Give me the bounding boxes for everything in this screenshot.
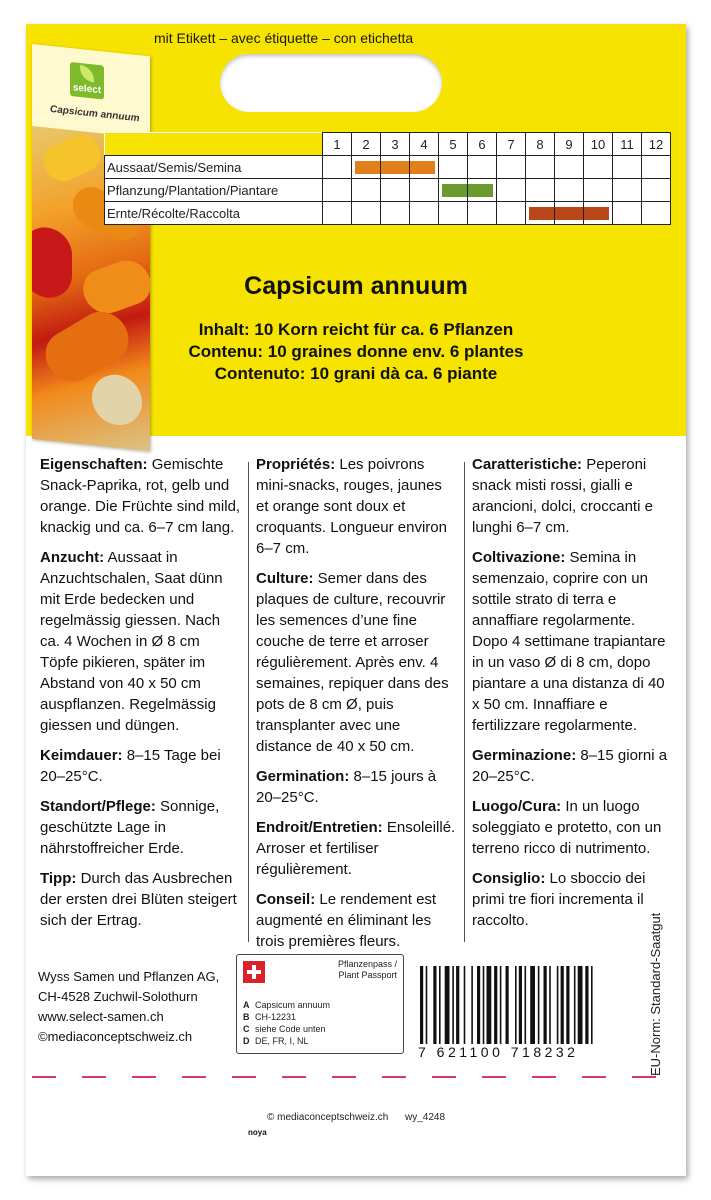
calendar-bar — [468, 184, 493, 197]
section-heading: Culture — [256, 570, 309, 587]
section-text: Peperoni snack misti rossi, gialli e arancioni, dolci, croccanti e lunghi 6–7 cm. — [472, 456, 653, 536]
it-section: Luogo/Cura: In un luogo soleggiato e protetto, con un terreno ricco di nutrimento. — [472, 798, 662, 857]
it-section: Consiglio: Lo sboccio dei primi tre fiori incrementa il raccolto. — [472, 870, 646, 929]
passport-row: C siehe Code unten — [243, 1024, 326, 1034]
cut-dash — [182, 1076, 206, 1078]
cut-dash — [532, 1076, 556, 1078]
section-text: Gemischte Snack-Paprika, rot, gelb und orange. Die Früchte sind mild, knackig und ca. 6–7 cm lang. — [40, 456, 241, 536]
calendar-corner — [105, 133, 323, 156]
fr-section: Endroit/Entretien: Ensoleillé. Arroser et fertiliser régulièrement. — [256, 819, 456, 878]
stick-head — [32, 44, 150, 138]
fr-section: Culture: Semer dans des plaques de culture, recouvrir les semences d’une fine couche de terre et arroser régulièrement. Après env. 4 semaines, repiquer dans des pots de 8 cm Ø, puis transplanter avec une distance de 40 x 50 cm. — [256, 570, 449, 755]
section-heading: Endroit/Entretien — [256, 819, 378, 836]
section-heading: Anzucht — [40, 549, 100, 566]
section-heading: Caratteristiche — [472, 456, 578, 473]
section-text: 8–15 jours à 20–25°C. — [256, 768, 437, 806]
cut-dash — [132, 1076, 156, 1078]
section-text: Semina in semenzaio, coprire con un sottile strato di terra e annaffiare regolarmente. Dopo 4 settimane trapiantare in un vaso Ø di 8 cm, dopo piantare a una distanza di 40 x 50 cm. Innaffiare e fertilizzare regolarmente. — [472, 549, 666, 734]
fr-section: Propriétés: Les poivrons mini-snacks, rouges, jaunes et orange sont doux et croquants. Longueur environ 6–7 cm. — [256, 456, 447, 557]
row-label-harvest: Ernte/Récolte/Raccolta — [105, 202, 323, 225]
section-text: In un luogo soleggiato e protetto, con un terreno ricco di nutrimento. — [472, 798, 662, 857]
cut-dash — [332, 1076, 356, 1078]
cut-dash — [282, 1076, 306, 1078]
passport-row: D DE, FR, I, NL — [243, 1036, 309, 1046]
month-6: 6 — [468, 133, 497, 156]
calendar-bar — [584, 207, 609, 220]
de-section: Standort/Pflege: Sonnige, geschützte Lage in nährstoffreicher Erde. — [40, 798, 220, 857]
row-label-planting: Pflanzung/Plantation/Piantare — [105, 179, 323, 202]
section-text: Durch das Ausbrechen der ersten drei Blüten steigert sich der Ertrag. — [40, 870, 237, 929]
plant-passport — [236, 954, 404, 1054]
calendar-bar — [410, 161, 435, 174]
section-heading: Coltivazione — [472, 549, 561, 566]
passport-title-line: Plant Passport — [338, 970, 397, 980]
sowing-calendar — [104, 132, 671, 225]
it-section: Germinazione: 8–15 giorni a 20–25°C. — [472, 747, 668, 785]
row-label-sowing: Aussaat/Semis/Semina — [105, 156, 323, 179]
section-text: Les poivrons mini-snacks, rouges, jaunes et orange sont doux et croquants. Longueur environ 6–7 cm. — [256, 456, 447, 557]
section-text: Le rendement est augmenté en éliminant les trois premières fleurs. — [256, 891, 437, 950]
cut-dash — [582, 1076, 606, 1078]
passport-row: B CH-12231 — [243, 1012, 297, 1022]
stick-title: Capsicum annuum — [50, 103, 140, 125]
german-column — [40, 454, 242, 940]
section-heading: Germination — [256, 768, 345, 785]
section-heading: Germinazione — [472, 747, 572, 764]
cut-dash — [382, 1076, 406, 1078]
plant-label-stick — [32, 44, 150, 451]
calendar-bar — [381, 161, 409, 174]
calendar-row-sowing — [105, 156, 671, 179]
de-section: Tipp: Durch das Ausbrechen der ersten drei Blüten steigert sich der Ertrag. — [40, 870, 237, 929]
section-text: 8–15 Tage bei 20–25°C. — [40, 747, 221, 785]
section-text: Ensoleillé. Arroser et fertiliser régulièrement. — [256, 819, 456, 878]
calendar-bar — [529, 207, 554, 220]
company-line: Wyss Samen und Pflanzen AG, — [38, 969, 220, 984]
calendar-bar — [355, 161, 380, 174]
section-heading: Keimdauer — [40, 747, 118, 764]
company-website: www.select-samen.ch — [38, 1009, 164, 1024]
section-text: Sonnige, geschützte Lage in nährstoffreicher Erde. — [40, 798, 220, 857]
month-3: 3 — [381, 133, 410, 156]
footer — [26, 1112, 686, 1123]
seed-packet — [26, 24, 686, 1176]
fr-section: Germination: 8–15 jours à 20–25°C. — [256, 768, 437, 806]
column-divider — [464, 462, 465, 942]
cut-dash — [82, 1076, 106, 1078]
month-9: 9 — [555, 133, 584, 156]
logo-text: select — [72, 82, 102, 97]
swiss-flag-icon — [243, 961, 265, 983]
company-info — [38, 967, 219, 1047]
month-1: 1 — [323, 133, 352, 156]
section-heading: Conseil — [256, 891, 311, 908]
content-fr: Contenu: 10 graines donne env. 6 plantes — [188, 342, 524, 361]
calendar-bar — [555, 207, 583, 220]
company-copyright: ©mediaconceptschweiz.ch — [38, 1029, 193, 1044]
hang-hole — [220, 54, 442, 112]
company-line: CH-4528 Zuchwil-Solothurn — [38, 989, 198, 1004]
de-section: Eigenschaften: Gemischte Snack-Paprika, rot, gelb und orange. Die Früchte sind mild, knackig und ca. 6–7 cm lang. — [40, 456, 241, 536]
passport-rows — [243, 999, 330, 1047]
it-section: Caratteristiche: Peperoni snack misti rossi, gialli e arancioni, dolci, croccanti e lunghi 6–7 cm. — [472, 456, 653, 536]
cut-dash — [232, 1076, 256, 1078]
printer-logo: noya — [248, 1128, 267, 1137]
content-de: Inhalt: 10 Korn reicht für ca. 6 Pflanzen — [198, 320, 514, 339]
section-text: Aussaat in Anzuchtschalen, Saat dünn mit Erde bedecken und regelmässig giessen. Nach ca. 4 Wochen in Ø 8 cm Töpfe pikieren, später im Abstand von 40 x 50 cm auspflanzen. Regelmässig giessen und düngen. — [40, 549, 223, 734]
section-heading: Eigenschaften — [40, 456, 143, 473]
cut-dash — [632, 1076, 656, 1078]
month-7: 7 — [497, 133, 526, 156]
section-text: 8–15 giorni a 20–25°C. — [472, 747, 668, 785]
content-it: Contenuto: 10 grani dà ca. 6 piante — [214, 364, 498, 383]
month-2: 2 — [352, 133, 381, 156]
section-heading: Luogo/Cura — [472, 798, 557, 815]
barcode-number: 7 621100 718232 — [418, 1044, 579, 1060]
cut-dash — [482, 1076, 506, 1078]
cut-dash — [32, 1076, 56, 1078]
cut-dash — [432, 1076, 456, 1078]
de-section: Keimdauer: 8–15 Tage bei 20–25°C. — [40, 747, 221, 785]
section-text: Lo sboccio dei primi tre fiori incrementa il raccolto. — [472, 870, 646, 929]
month-12: 12 — [642, 133, 671, 156]
section-heading: Propriétés — [256, 456, 331, 473]
calendar-row-planting — [105, 179, 671, 202]
italian-column — [472, 454, 674, 940]
month-5: 5 — [439, 133, 468, 156]
it-section: Coltivazione: Semina in semenzaio, coprire con un sottile strato di terra e annaffiare regolarmente. Dopo 4 settimane trapiantare in un vaso Ø di 8 cm, dopo piantare a una distanza di 40 x 50 cm. Innaffiare e fertilizzare regolarmente. — [472, 549, 666, 734]
section-text: Semer dans des plaques de culture, recouvrir les semences d’une fine couche de terre et arroser régulièrement. Après env. 4 semaines, repiquer dans des pots de 8 cm Ø, puis transplanter avec une distance de 40 x 50 cm. — [256, 570, 449, 755]
cut-line — [26, 1076, 686, 1078]
calendar-row-harvest — [105, 202, 671, 225]
label-note: mit Etikett – avec étiquette – con etichetta — [154, 30, 414, 46]
month-10: 10 — [584, 133, 613, 156]
column-divider — [248, 462, 249, 942]
footer-code: wy_4248 — [404, 1112, 446, 1123]
eu-norm-note: EU-Norm: Standard-Saatgut — [648, 912, 663, 1076]
calendar-month-row — [105, 133, 671, 156]
product-title: Capsicum annuum — [244, 272, 468, 300]
section-heading: Consiglio — [472, 870, 541, 887]
footer-copyright: © mediaconceptschweiz.ch — [266, 1112, 389, 1123]
leaf-icon — [80, 65, 94, 82]
section-heading: Standort/Pflege — [40, 798, 151, 815]
month-8: 8 — [526, 133, 555, 156]
barcode-icon — [416, 966, 648, 1046]
month-11: 11 — [613, 133, 642, 156]
passport-title-line: Pflanzenpass / — [337, 959, 397, 969]
passport-row: A Capsicum annuum — [243, 1000, 331, 1010]
calendar-bar — [442, 184, 467, 197]
fr-section: Conseil: Le rendement est augmenté en éliminant les trois premières fleurs. — [256, 891, 437, 950]
de-section: Anzucht: Aussaat in Anzuchtschalen, Saat dünn mit Erde bedecken und regelmässig giessen. Nach ca. 4 Wochen in Ø 8 cm Töpfe pikieren, später im Abstand von 40 x 50 cm auspflanzen. Regelmässig giessen und düngen. — [40, 549, 223, 734]
passport-title — [338, 959, 397, 981]
french-column — [256, 454, 458, 961]
month-4: 4 — [410, 133, 439, 156]
select-logo-icon — [70, 62, 104, 100]
section-heading: Tipp — [40, 870, 72, 887]
